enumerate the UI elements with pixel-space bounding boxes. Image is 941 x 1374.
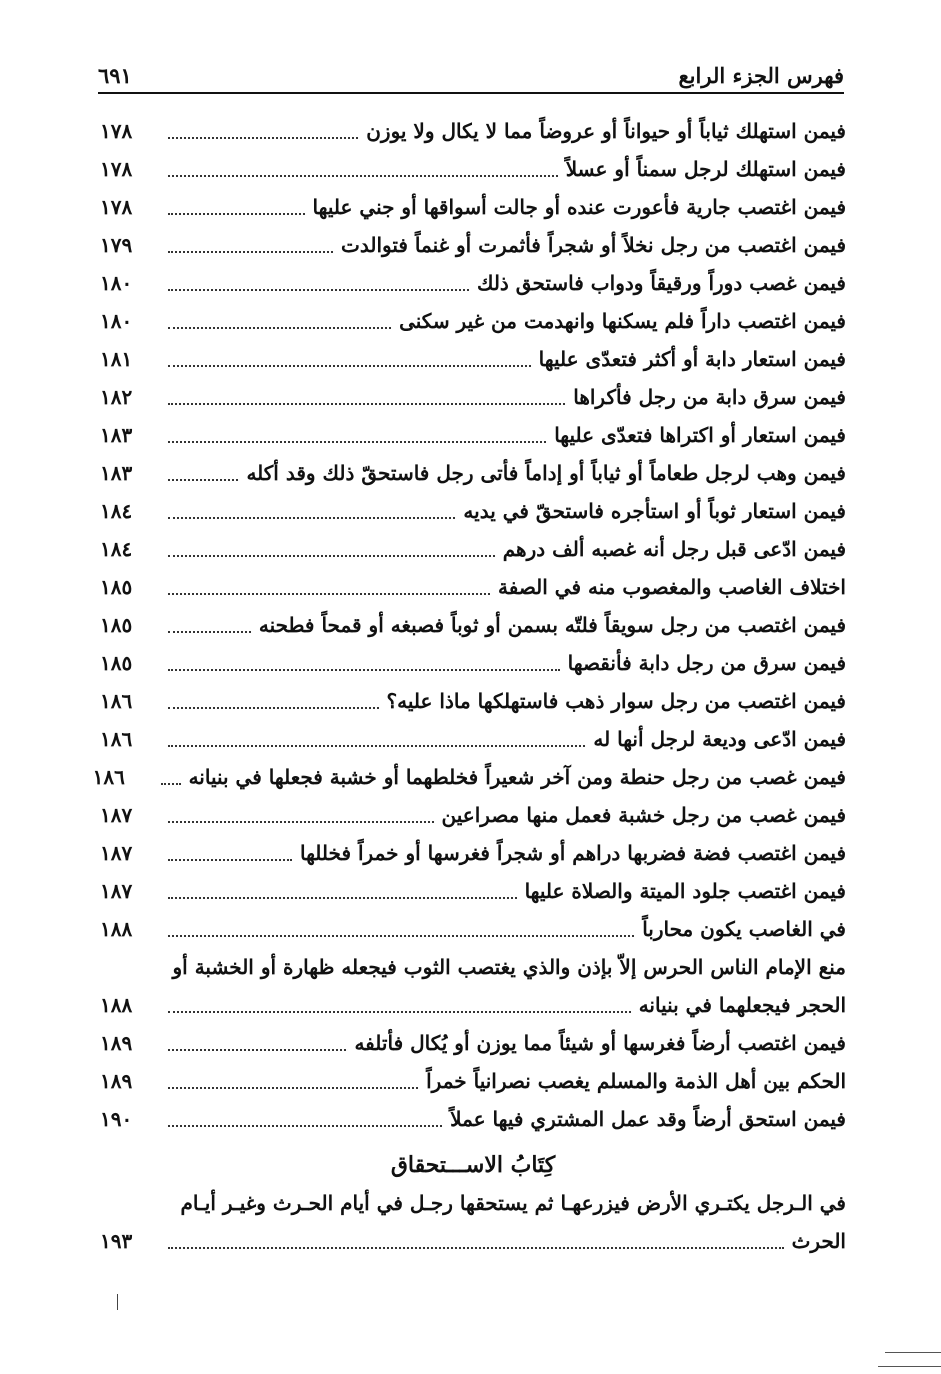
leader-dots	[168, 897, 517, 899]
toc-entry-title: الحكم بين أهل الذمة والمسلم يغصب نصرانياً خمراً	[426, 1069, 846, 1093]
toc-entry-page: ١٨٤	[100, 537, 133, 561]
leader-dots	[168, 251, 333, 253]
toc-entry-page: ١٧٨	[100, 195, 133, 219]
toc-entry-page: ١٨٤	[100, 499, 133, 523]
toc-entry	[100, 188, 846, 226]
leader-dots	[168, 1011, 631, 1013]
leader-dots	[168, 935, 634, 937]
toc-entry-title: فيمن استحق أرضاً وقد عمل المشتري فيها عملاً	[450, 1107, 846, 1131]
toc-entry-page: ١٧٨	[100, 157, 133, 181]
toc-entry-page: ١٧٩	[100, 233, 133, 257]
toc-entry-title: فيمن غصب من رجل خشبة فعمل منها مصراعين	[441, 803, 846, 827]
toc-entry-page: ١٩٣	[100, 1229, 133, 1253]
toc-entry-page: ١٩٠	[100, 1107, 133, 1131]
toc-entry-page: ١٨٧	[100, 803, 133, 827]
leader-dots	[168, 517, 455, 519]
toc-entry-title: فيمن غصب دوراً ورقيقاً ودواب فاستحق ذلك	[476, 271, 846, 295]
toc-entry	[100, 492, 846, 530]
toc-entry	[100, 1024, 846, 1062]
leader-dots	[161, 783, 181, 785]
toc-entry	[92, 758, 846, 796]
section-heading: كِتَابُ الاســـتحقاق	[390, 1152, 556, 1178]
leader-dots	[168, 1125, 442, 1127]
toc-entry-title: فيمن اغتصب داراً فلم يسكنها وانهدمت من غير سكنى	[399, 309, 846, 333]
toc-entry-title: فيمن ادّعى قبل رجل أنه غصبه ألف درهم	[502, 537, 846, 561]
toc-entry-title: اختلاف الغاصب والمغصوب منه في الصفة	[497, 575, 846, 599]
toc-entry-page: ١٨٧	[100, 841, 133, 865]
leader-dots	[168, 441, 546, 443]
toc-entry-page: ١٨٧	[100, 879, 133, 903]
toc-entry-title: فيمن غصب من رجل حنطة ومن آخر شعيراً فخلطهما أو خشبة فجعلها في بنيانه	[188, 765, 846, 789]
toc-entry	[100, 568, 846, 606]
toc-entry-title: فيمن سرق دابة من رجل فأكراها	[573, 385, 846, 409]
toc-entry-title: الحجر فيجعلهما في بنيانه	[638, 993, 846, 1017]
leader-dots	[168, 859, 292, 861]
leader-dots	[168, 707, 379, 709]
toc-entry-page: ١٨٥	[100, 651, 133, 675]
toc-entry-last-line	[100, 986, 846, 1024]
toc-entry	[100, 644, 846, 682]
leader-dots	[168, 479, 238, 481]
toc-entry	[100, 112, 846, 150]
toc-entry-title: فيمن ادّعى وديعة لرجل أنها له	[593, 727, 846, 751]
toc-entry-title: فيمن استهلك ثياباً أو حيواناً أو عروضاً مما لا يكال ولا يوزن	[366, 119, 846, 143]
toc-multiline-entry	[100, 1184, 846, 1260]
toc-entry	[100, 378, 846, 416]
page-header	[98, 52, 844, 94]
leader-dots	[168, 1087, 418, 1089]
toc-entry-page: ١٨٨	[100, 993, 133, 1017]
toc-entry-title: في الغاصب يكون محارباً	[642, 917, 846, 941]
leader-dots	[168, 365, 531, 367]
toc-entry-page: ١٨٠	[100, 309, 133, 333]
toc-entry-page: ١٨٣	[100, 461, 133, 485]
toc-entry-page: ١٨٦	[100, 727, 133, 751]
toc-entry-title: فيمن اغتصب من رجل سويقاً فلتّه بسمن أو ثوباً فصبغه أو قمحاً فطحنه	[258, 613, 846, 637]
toc-entry	[100, 834, 846, 872]
toc-entry-page: ١٨٩	[100, 1069, 133, 1093]
toc-entry	[100, 796, 846, 834]
toc-entry-page: ١٨٢	[100, 385, 133, 409]
toc-entry-page: ١٨٥	[100, 575, 133, 599]
toc-entry	[100, 872, 846, 910]
header-title: فهرس الجزء الرابع	[678, 63, 844, 88]
leader-dots	[168, 821, 434, 823]
toc-entry	[100, 340, 846, 378]
toc-entry-page: ١٨٥	[100, 613, 133, 637]
toc-entry-title: فيمن وهب لرجل طعاماً أو ثياباً أو إداماً فأتى رجل فاستحقّ ذلك وقد أكله	[246, 461, 846, 485]
leader-dots	[168, 745, 585, 747]
toc-entry	[100, 606, 846, 644]
toc-entry	[100, 720, 846, 758]
leader-dots	[168, 631, 251, 633]
toc-entry-page: ١٨٦	[92, 765, 125, 789]
toc-entry-title: فيمن اغتصب من رجل سوار ذهب فاستهلكها ماذا عليه؟	[386, 689, 846, 713]
toc-entry	[100, 302, 846, 340]
toc-entry-page: ١٨٩	[100, 1031, 133, 1055]
toc-entry-title: فيمن استهلك لرجل سمناً أو عسلاً	[565, 157, 846, 181]
toc-entry-title: فيمن اغتصب فضة فضربها دراهم أو شجراً فغرسها أو خمراً فخللها	[299, 841, 846, 865]
leader-dots	[168, 327, 391, 329]
toc-entry-title: فيمن اغتصب جارية فأعورت عنده أو جالت أسواقها أو جني عليها	[312, 195, 846, 219]
toc-entry	[100, 1100, 846, 1138]
toc-entry-title-line: في الـرجل يكتـري الأرض فيزرعهـا ثم يستحقها رجـل في أيام الحـرث وغيـر أيـام	[180, 1191, 846, 1215]
leader-dots	[168, 289, 469, 291]
toc-entry	[100, 150, 846, 188]
toc-entry-page: ١٨٣	[100, 423, 133, 447]
toc-entry-title: فيمن استعار دابة أو أكثر فتعدّى عليها	[538, 347, 846, 371]
toc-entry-last-line	[100, 1222, 846, 1260]
leader-dots	[168, 555, 495, 557]
leader-dots	[168, 175, 558, 177]
toc-entry-title-line: منع الإمام الناس الحرس إلاّ بإذن والذي يغتصب الثوب فيجعله ظهارة أو الخشبة أو	[172, 955, 846, 979]
toc-entry-page: ١٨٨	[100, 917, 133, 941]
toc-entry-title: فيمن اغتصب من رجل نخلاً أو شجراً فأثمرت أو غنماً فتوالدت	[341, 233, 846, 257]
toc-entry	[100, 454, 846, 492]
toc-entry-page: ١٨٦	[100, 689, 133, 713]
scan-corner-line	[885, 1352, 941, 1353]
toc-entry	[100, 530, 846, 568]
leader-dots	[168, 593, 490, 595]
toc-entry	[100, 910, 846, 948]
toc-entry	[100, 1062, 846, 1100]
toc-multiline-entry	[100, 948, 846, 1024]
leader-dots	[168, 1049, 346, 1051]
scan-edge-mark	[117, 1294, 118, 1310]
leader-dots	[168, 137, 358, 139]
table-of-contents	[92, 112, 846, 1260]
toc-entry	[100, 682, 846, 720]
toc-entry-title: فيمن استعار ثوباً أو استأجره فاستحقّ في يديه	[463, 499, 846, 523]
toc-entry	[100, 416, 846, 454]
toc-entry-page: ١٨١	[100, 347, 133, 371]
toc-entry-title: فيمن اغتصب جلود الميتة والصلاة عليها	[524, 879, 846, 903]
scan-corner-line	[878, 1366, 941, 1367]
toc-entry-title: الحرث	[791, 1229, 846, 1253]
leader-dots	[168, 213, 305, 215]
toc-entry-title: فيمن اغتصب أرضاً فغرسها أو شيئاً مما يوزن أو يُكال فأتلفه	[354, 1031, 846, 1055]
toc-entry	[100, 264, 846, 302]
toc-entry	[100, 226, 846, 264]
toc-entry-title: فيمن استعار أو اكتراها فتعدّى عليها	[554, 423, 846, 447]
leader-dots	[168, 669, 560, 671]
leader-dots	[168, 403, 565, 405]
page-number: ٦٩١	[98, 63, 132, 88]
leader-dots	[168, 1247, 784, 1249]
toc-entry-page: ١٧٨	[100, 119, 133, 143]
toc-entry-page: ١٨٠	[100, 271, 133, 295]
toc-entry-title: فيمن سرق من رجل دابة فأنقصها	[567, 651, 846, 675]
